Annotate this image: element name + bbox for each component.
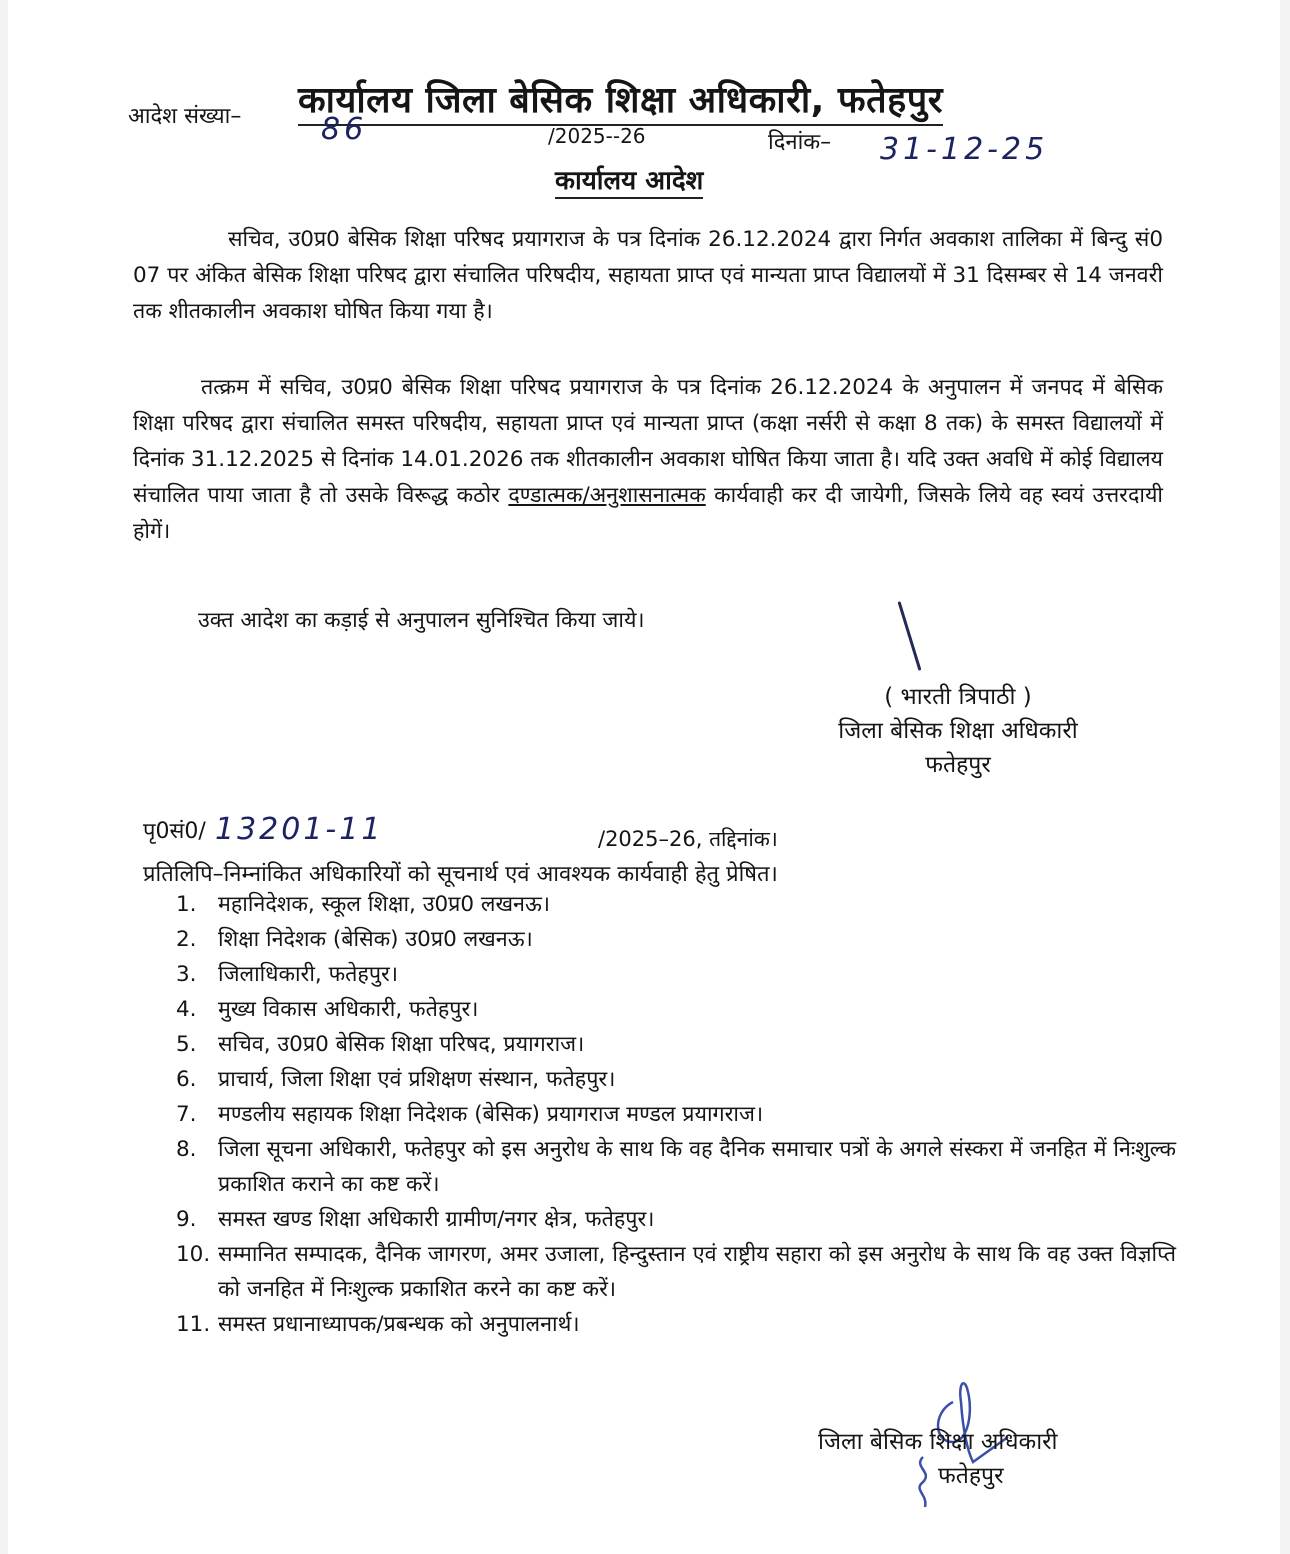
list-item	[176, 1062, 1176, 1097]
list-item-text: प्राचार्य, जिला शिक्षा एवं प्रशिक्षण संस्थान, फतेहपुर।	[218, 1067, 616, 1092]
list-item-text: जिलाधिकारी, फतेहपुर।	[218, 962, 398, 987]
list-item-text: समस्त प्रधानाध्यापक/प्रबन्धक को अनुपालनार्थ।	[218, 1312, 580, 1337]
list-item-text: जिला सूचना अधिकारी, फतेहपुर को इस अनुरोध के साथ कि वह दैनिक समाचार पत्रों के अगले संस्करा में जनहित में निःशुल्क प्रकाशित कराने का कष्ट करें।	[218, 1137, 1176, 1197]
paragraph-2-text-a: तत्क्रम में सचिव, उ0प्र0 बेसिक शिक्षा परिषद प्रयागराज के पत्र दिनांक 26.12.2024 के अनुपालन में जनपद में बेसिक शिक्षा परिषद द्वारा संचालित समस्त परिषदीय, सहायता प्राप्त एवं मान्यता प्राप्त (कक्षा नर्सरी से कक्षा 8 तक) के समस्त विद्यालयों में दिनांक 31.12.2025 से दिनांक 14.01.2026 तक शीतकालीन अवकाश घोषित किया जाता है। यदि उक्त अवधि में कोई विद्यालय संचालित पाया जाता है तो उसके विरूद्ध कठोर	[133, 375, 1163, 508]
signatory-2-designation: जिला बेसिक शिक्षा अधिकारी	[818, 1429, 1058, 1455]
copy-to-line: प्रतिलिपि–निम्नांकित अधिकारियों को सूचनार्थ एवं आवश्यक कार्यवाही हेतु प्रेषित।	[143, 862, 778, 887]
reference-year: /2025–26, तद्दिनांक।	[598, 827, 778, 851]
list-item-text: शिक्षा निदेशक (बेसिक) उ0प्र0 लखनऊ।	[218, 927, 533, 952]
list-item-number: 4.	[176, 997, 197, 1022]
list-item-text: मुख्य विकास अधिकारी, फतेहपुर।	[218, 997, 479, 1022]
list-item-number: 10.	[176, 1242, 211, 1267]
list-item	[176, 1307, 1176, 1342]
signatory-2-block	[818, 1425, 1138, 1493]
list-item	[176, 957, 1176, 992]
list-item	[176, 992, 1176, 1027]
date-label: दिनांक–	[768, 130, 832, 155]
list-item-number: 11.	[176, 1312, 211, 1337]
order-number-handwritten: 86	[321, 112, 368, 147]
order-year: /2025--26	[548, 124, 646, 148]
reference-label: पृ0सं0/	[143, 819, 206, 844]
list-item-text: सम्मानित सम्पादक, दैनिक जागरण, अमर उजाला, हिन्दुस्तान एवं राष्ट्रीय सहारा को इस अनुरोध के साथ कि वह उक्त विज्ञप्ति को जनहित में निःशुल्क प्रकाशित करने का कष्ट करें।	[218, 1242, 1176, 1302]
paragraph-2	[133, 370, 1163, 550]
signatory-designation: जिला बेसिक शिक्षा अधिकारी	[838, 718, 1078, 744]
list-item-number: 8.	[176, 1137, 197, 1162]
list-item	[176, 1097, 1176, 1132]
list-item-number: 3.	[176, 962, 197, 987]
date-handwritten: 31-12-25	[880, 132, 1049, 167]
list-item-number: 9.	[176, 1207, 197, 1232]
office-title: कार्यालय जिला बेसिक शिक्षा अधिकारी, फतेहपुर	[298, 78, 943, 126]
paragraph-2-underlined: दण्डात्मक/अनुशासनात्मक	[508, 483, 706, 508]
list-item-text: मण्डलीय सहायक शिक्षा निदेशक (बेसिक) प्रयागराज मण्डल प्रयागराज।	[218, 1102, 764, 1127]
list-item	[176, 1237, 1176, 1307]
document-page	[8, 0, 1280, 1554]
list-item-number: 5.	[176, 1032, 197, 1057]
signatory-block	[788, 680, 1128, 782]
signatory-2-location: फतेहपुर	[938, 1463, 1004, 1489]
list-item	[176, 1027, 1176, 1062]
signature-stroke	[898, 601, 922, 671]
list-item-number: 2.	[176, 927, 197, 952]
reference-handwritten: 13201-11	[215, 812, 384, 847]
order-type-heading: कार्यालय आदेश	[555, 165, 703, 199]
paragraph-1	[133, 222, 1163, 330]
list-item	[176, 1132, 1176, 1202]
list-item-text: सचिव, उ0प्र0 बेसिक शिक्षा परिषद, प्रयागराज।	[218, 1032, 585, 1057]
list-item-number: 7.	[176, 1102, 197, 1127]
list-item	[176, 887, 1176, 922]
list-item-number: 6.	[176, 1067, 197, 1092]
paragraph-3: उक्त आदेश का कड़ाई से अनुपालन सुनिश्चित किया जाये।	[198, 608, 645, 633]
list-item-text: समस्त खण्ड शिक्षा अधिकारी ग्रामीण/नगर क्षेत्र, फतेहपुर।	[218, 1207, 655, 1232]
list-item-text: महानिदेशक, स्कूल शिक्षा, उ0प्र0 लखनऊ।	[218, 892, 551, 917]
list-item	[176, 1202, 1176, 1237]
paragraph-1-text: सचिव, उ0प्र0 बेसिक शिक्षा परिषद प्रयागराज के पत्र दिनांक 26.12.2024 द्वारा निर्गत अवकाश तालिका में बिन्दु सं0 07 पर अंकित बेसिक शिक्षा परिषद द्वारा संचालित परिषदीय, सहायता प्राप्त एवं मान्यता प्राप्त विद्यालयों में 31 दिसम्बर से 14 जनवरी तक शीतकालीन अवकाश घोषित किया गया है।	[133, 227, 1163, 324]
order-number-label: आदेश संख्या–	[128, 104, 242, 129]
paragraph-2-text-b: कार्यवाही कर दी जायेगी, जिसके लिये वह स्वयं उत्तरदायी होगें।	[133, 483, 1163, 544]
signatory-name: ( भारती त्रिपाठी )	[884, 684, 1032, 710]
recipient-list	[176, 887, 1176, 1342]
list-item	[176, 922, 1176, 957]
list-item-number: 1.	[176, 892, 197, 917]
signatory-location: फतेहपुर	[925, 752, 991, 778]
